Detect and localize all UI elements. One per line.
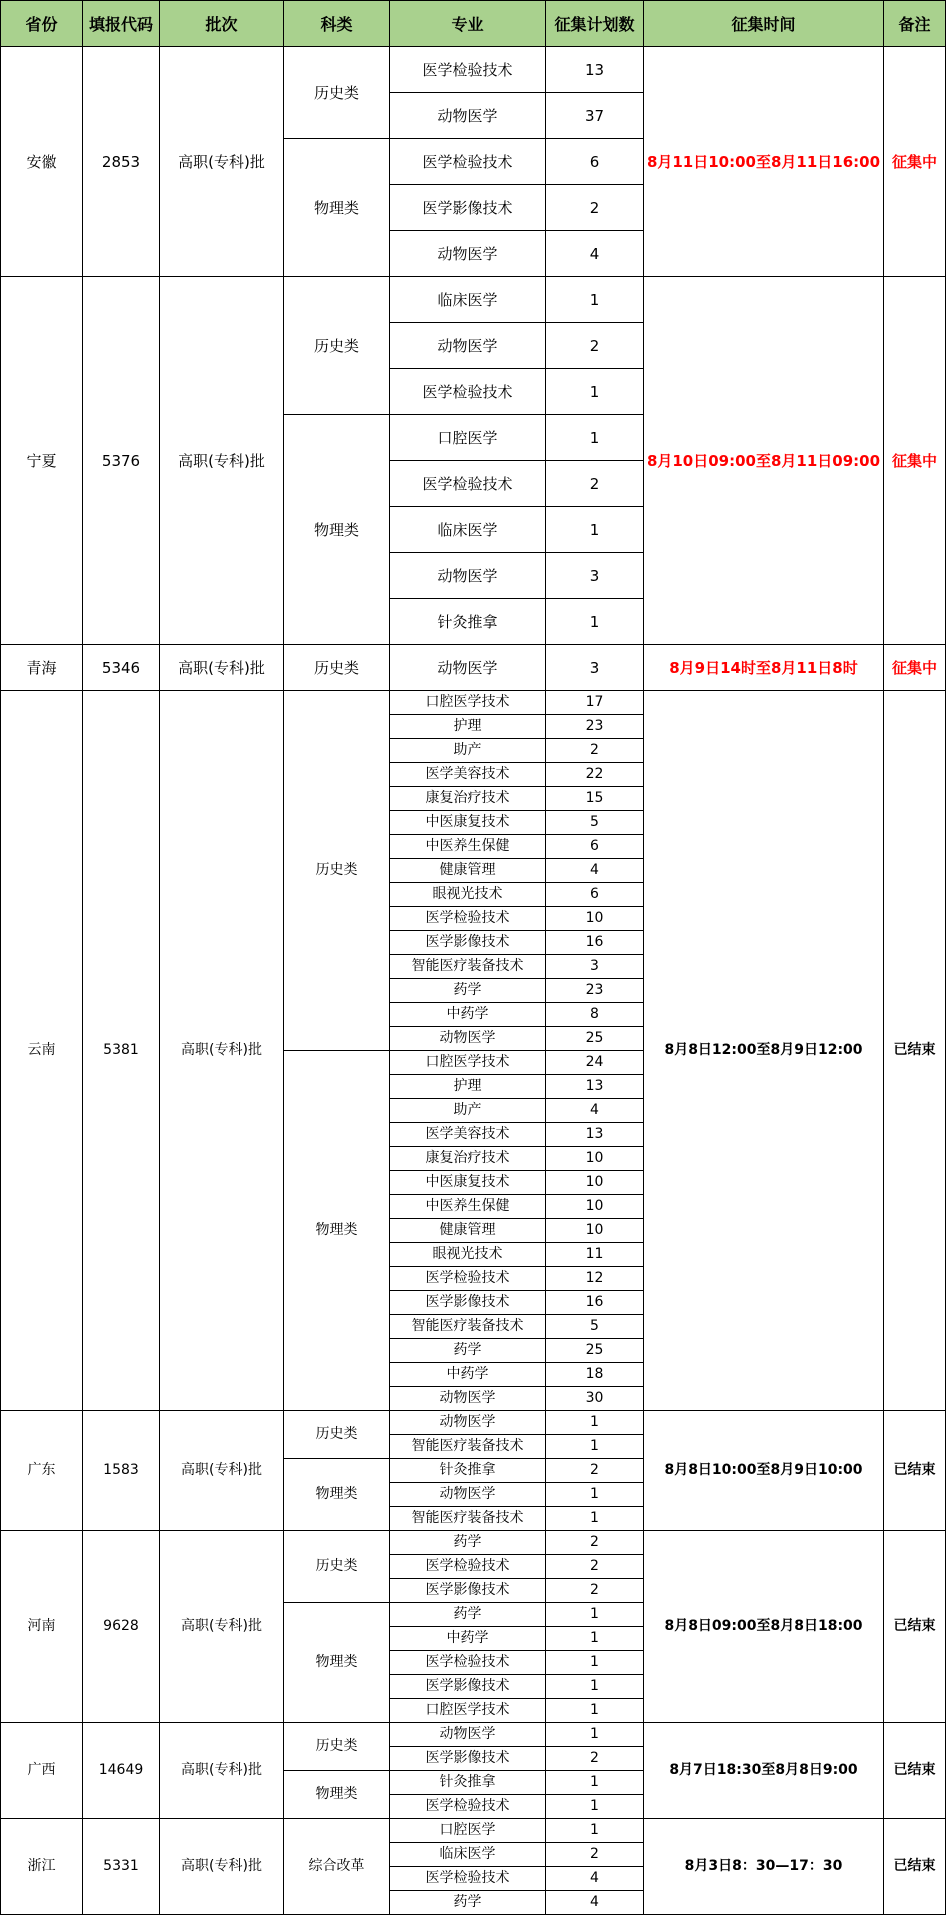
category-cell: 物理类 <box>284 1771 390 1819</box>
major-cell: 临床医学 <box>390 507 546 553</box>
major-cell: 动物医学 <box>390 231 546 277</box>
category-cell: 历史类 <box>284 1723 390 1771</box>
category-cell: 历史类 <box>284 1411 390 1459</box>
count-cell: 10 <box>546 907 644 931</box>
count-cell: 25 <box>546 1339 644 1363</box>
table-row <box>1 1819 946 1843</box>
major-cell: 眼视光技术 <box>390 1243 546 1267</box>
major-cell: 中医康复技术 <box>390 1171 546 1195</box>
category-cell: 物理类 <box>284 1603 390 1723</box>
status-badge: 已结束 <box>884 691 946 1411</box>
major-cell: 动物医学 <box>390 553 546 599</box>
header-category: 科类 <box>284 1 390 47</box>
header-row <box>1 1 946 47</box>
province-cell: 河南 <box>1 1531 83 1723</box>
count-cell: 2 <box>546 1747 644 1771</box>
table-row <box>1 645 946 691</box>
header-plan-count: 征集计划数 <box>546 1 644 47</box>
status-badge: 已结束 <box>884 1411 946 1531</box>
count-cell: 2 <box>546 1459 644 1483</box>
major-cell: 医学影像技术 <box>390 1579 546 1603</box>
count-cell: 13 <box>546 1075 644 1099</box>
major-cell: 中医养生保健 <box>390 1195 546 1219</box>
count-cell: 1 <box>546 1603 644 1627</box>
count-cell: 1 <box>546 599 644 645</box>
count-cell: 1 <box>546 1795 644 1819</box>
major-cell: 助产 <box>390 739 546 763</box>
count-cell: 4 <box>546 1099 644 1123</box>
major-cell: 动物医学 <box>390 645 546 691</box>
category-cell: 历史类 <box>284 1531 390 1603</box>
count-cell: 37 <box>546 93 644 139</box>
time-cell: 8月3日8：30—17：30 <box>644 1819 884 1915</box>
count-cell: 10 <box>546 1195 644 1219</box>
major-cell: 医学检验技术 <box>390 1267 546 1291</box>
major-cell: 中医养生保健 <box>390 835 546 859</box>
header-province: 省份 <box>1 1 83 47</box>
table-row <box>1 1411 946 1435</box>
major-cell: 临床医学 <box>390 277 546 323</box>
count-cell: 1 <box>546 1507 644 1531</box>
major-cell: 口腔医学技术 <box>390 691 546 715</box>
major-cell: 医学美容技术 <box>390 1123 546 1147</box>
major-cell: 医学检验技术 <box>390 907 546 931</box>
count-cell: 3 <box>546 955 644 979</box>
count-cell: 2 <box>546 461 644 507</box>
count-cell: 24 <box>546 1051 644 1075</box>
code-cell: 9628 <box>83 1531 160 1723</box>
count-cell: 25 <box>546 1027 644 1051</box>
time-cell: 8月8日12:00至8月9日12:00 <box>644 691 884 1411</box>
table-row <box>1 277 946 323</box>
major-cell: 药学 <box>390 1603 546 1627</box>
table-row <box>1 1723 946 1747</box>
major-cell: 康复治疗技术 <box>390 787 546 811</box>
batch-cell: 高职(专科)批 <box>160 1531 284 1723</box>
major-cell: 药学 <box>390 1339 546 1363</box>
table-row <box>1 47 946 93</box>
major-cell: 医学检验技术 <box>390 47 546 93</box>
count-cell: 1 <box>546 277 644 323</box>
major-cell: 智能医疗装备技术 <box>390 1435 546 1459</box>
header-batch: 批次 <box>160 1 284 47</box>
count-cell: 2 <box>546 1843 644 1867</box>
count-cell: 1 <box>546 1627 644 1651</box>
count-cell: 2 <box>546 1531 644 1555</box>
major-cell: 智能医疗装备技术 <box>390 955 546 979</box>
province-cell: 宁夏 <box>1 277 83 645</box>
major-cell: 医学检验技术 <box>390 139 546 185</box>
category-cell: 历史类 <box>284 47 390 139</box>
count-cell: 11 <box>546 1243 644 1267</box>
count-cell: 3 <box>546 645 644 691</box>
count-cell: 1 <box>546 1411 644 1435</box>
count-cell: 16 <box>546 1291 644 1315</box>
count-cell: 10 <box>546 1219 644 1243</box>
status-badge: 已结束 <box>884 1723 946 1819</box>
major-cell: 中药学 <box>390 1363 546 1387</box>
major-cell: 动物医学 <box>390 1387 546 1411</box>
count-cell: 4 <box>546 231 644 277</box>
status-badge: 征集中 <box>884 645 946 691</box>
major-cell: 医学检验技术 <box>390 369 546 415</box>
major-cell: 医学影像技术 <box>390 931 546 955</box>
major-cell: 动物医学 <box>390 1723 546 1747</box>
count-cell: 2 <box>546 323 644 369</box>
major-cell: 针灸推拿 <box>390 1459 546 1483</box>
header-major: 专业 <box>390 1 546 47</box>
header-time: 征集时间 <box>644 1 884 47</box>
count-cell: 2 <box>546 185 644 231</box>
major-cell: 医学影像技术 <box>390 1675 546 1699</box>
count-cell: 23 <box>546 715 644 739</box>
count-cell: 10 <box>546 1147 644 1171</box>
major-cell: 医学检验技术 <box>390 1795 546 1819</box>
count-cell: 1 <box>546 1675 644 1699</box>
major-cell: 护理 <box>390 1075 546 1099</box>
category-cell: 历史类 <box>284 691 390 1051</box>
major-cell: 中医康复技术 <box>390 811 546 835</box>
category-cell: 历史类 <box>284 645 390 691</box>
header-note: 备注 <box>884 1 946 47</box>
code-cell: 5346 <box>83 645 160 691</box>
count-cell: 1 <box>546 1435 644 1459</box>
major-cell: 口腔医学技术 <box>390 1051 546 1075</box>
count-cell: 18 <box>546 1363 644 1387</box>
count-cell: 17 <box>546 691 644 715</box>
major-cell: 针灸推拿 <box>390 599 546 645</box>
major-cell: 口腔医学 <box>390 1819 546 1843</box>
time-cell: 8月7日18:30至8月8日9:00 <box>644 1723 884 1819</box>
major-cell: 护理 <box>390 715 546 739</box>
major-cell: 药学 <box>390 1531 546 1555</box>
count-cell: 6 <box>546 835 644 859</box>
count-cell: 6 <box>546 139 644 185</box>
province-cell: 浙江 <box>1 1819 83 1915</box>
major-cell: 眼视光技术 <box>390 883 546 907</box>
major-cell: 动物医学 <box>390 93 546 139</box>
major-cell: 动物医学 <box>390 323 546 369</box>
code-cell: 1583 <box>83 1411 160 1531</box>
count-cell: 4 <box>546 859 644 883</box>
count-cell: 13 <box>546 1123 644 1147</box>
count-cell: 4 <box>546 1891 644 1915</box>
count-cell: 1 <box>546 1651 644 1675</box>
major-cell: 医学影像技术 <box>390 1291 546 1315</box>
major-cell: 医学美容技术 <box>390 763 546 787</box>
table-row <box>1 691 946 715</box>
count-cell: 1 <box>546 1483 644 1507</box>
count-cell: 12 <box>546 1267 644 1291</box>
major-cell: 临床医学 <box>390 1843 546 1867</box>
count-cell: 6 <box>546 883 644 907</box>
batch-cell: 高职(专科)批 <box>160 47 284 277</box>
count-cell: 2 <box>546 739 644 763</box>
time-cell: 8月8日09:00至8月8日18:00 <box>644 1531 884 1723</box>
table-body <box>1 47 946 1915</box>
count-cell: 5 <box>546 811 644 835</box>
time-cell: 8月10日09:00至8月11日09:00 <box>644 277 884 645</box>
status-badge: 已结束 <box>884 1819 946 1915</box>
status-badge: 征集中 <box>884 47 946 277</box>
major-cell: 医学检验技术 <box>390 1555 546 1579</box>
major-cell: 康复治疗技术 <box>390 1147 546 1171</box>
major-cell: 口腔医学 <box>390 415 546 461</box>
count-cell: 1 <box>546 1771 644 1795</box>
count-cell: 2 <box>546 1555 644 1579</box>
count-cell: 16 <box>546 931 644 955</box>
province-cell: 云南 <box>1 691 83 1411</box>
count-cell: 22 <box>546 763 644 787</box>
category-cell: 物理类 <box>284 415 390 645</box>
major-cell: 中药学 <box>390 1627 546 1651</box>
count-cell: 1 <box>546 1723 644 1747</box>
count-cell: 10 <box>546 1171 644 1195</box>
count-cell: 23 <box>546 979 644 1003</box>
province-cell: 广东 <box>1 1411 83 1531</box>
province-cell: 安徽 <box>1 47 83 277</box>
time-cell: 8月8日10:00至8月9日10:00 <box>644 1411 884 1531</box>
major-cell: 动物医学 <box>390 1483 546 1507</box>
table-row <box>1 1531 946 1555</box>
count-cell: 3 <box>546 553 644 599</box>
count-cell: 4 <box>546 1867 644 1891</box>
province-cell: 青海 <box>1 645 83 691</box>
code-cell: 2853 <box>83 47 160 277</box>
major-cell: 健康管理 <box>390 859 546 883</box>
major-cell: 药学 <box>390 1891 546 1915</box>
major-cell: 药学 <box>390 979 546 1003</box>
code-cell: 14649 <box>83 1723 160 1819</box>
count-cell: 1 <box>546 1699 644 1723</box>
time-cell: 8月11日10:00至8月11日16:00 <box>644 47 884 277</box>
major-cell: 医学影像技术 <box>390 1747 546 1771</box>
major-cell: 健康管理 <box>390 1219 546 1243</box>
category-cell: 综合改革 <box>284 1819 390 1915</box>
major-cell: 医学影像技术 <box>390 185 546 231</box>
province-cell: 广西 <box>1 1723 83 1819</box>
status-badge: 征集中 <box>884 277 946 645</box>
count-cell: 15 <box>546 787 644 811</box>
code-cell: 5381 <box>83 691 160 1411</box>
major-cell: 动物医学 <box>390 1027 546 1051</box>
header-code: 填报代码 <box>83 1 160 47</box>
time-cell: 8月9日14时至8月11日8时 <box>644 645 884 691</box>
batch-cell: 高职(专科)批 <box>160 1411 284 1531</box>
major-cell: 助产 <box>390 1099 546 1123</box>
category-cell: 物理类 <box>284 1051 390 1411</box>
major-cell: 中药学 <box>390 1003 546 1027</box>
batch-cell: 高职(专科)批 <box>160 277 284 645</box>
count-cell: 1 <box>546 415 644 461</box>
status-badge: 已结束 <box>884 1531 946 1723</box>
count-cell: 8 <box>546 1003 644 1027</box>
major-cell: 医学检验技术 <box>390 1867 546 1891</box>
batch-cell: 高职(专科)批 <box>160 1723 284 1819</box>
count-cell: 5 <box>546 1315 644 1339</box>
batch-cell: 高职(专科)批 <box>160 691 284 1411</box>
batch-cell: 高职(专科)批 <box>160 645 284 691</box>
count-cell: 1 <box>546 1819 644 1843</box>
count-cell: 30 <box>546 1387 644 1411</box>
code-cell: 5331 <box>83 1819 160 1915</box>
count-cell: 2 <box>546 1579 644 1603</box>
major-cell: 口腔医学技术 <box>390 1699 546 1723</box>
major-cell: 针灸推拿 <box>390 1771 546 1795</box>
major-cell: 智能医疗装备技术 <box>390 1507 546 1531</box>
major-cell: 动物医学 <box>390 1411 546 1435</box>
category-cell: 物理类 <box>284 139 390 277</box>
category-cell: 历史类 <box>284 277 390 415</box>
major-cell: 医学检验技术 <box>390 461 546 507</box>
count-cell: 1 <box>546 369 644 415</box>
major-cell: 医学检验技术 <box>390 1651 546 1675</box>
count-cell: 1 <box>546 507 644 553</box>
batch-cell: 高职(专科)批 <box>160 1819 284 1915</box>
major-cell: 智能医疗装备技术 <box>390 1315 546 1339</box>
code-cell: 5376 <box>83 277 160 645</box>
category-cell: 物理类 <box>284 1459 390 1531</box>
count-cell: 13 <box>546 47 644 93</box>
